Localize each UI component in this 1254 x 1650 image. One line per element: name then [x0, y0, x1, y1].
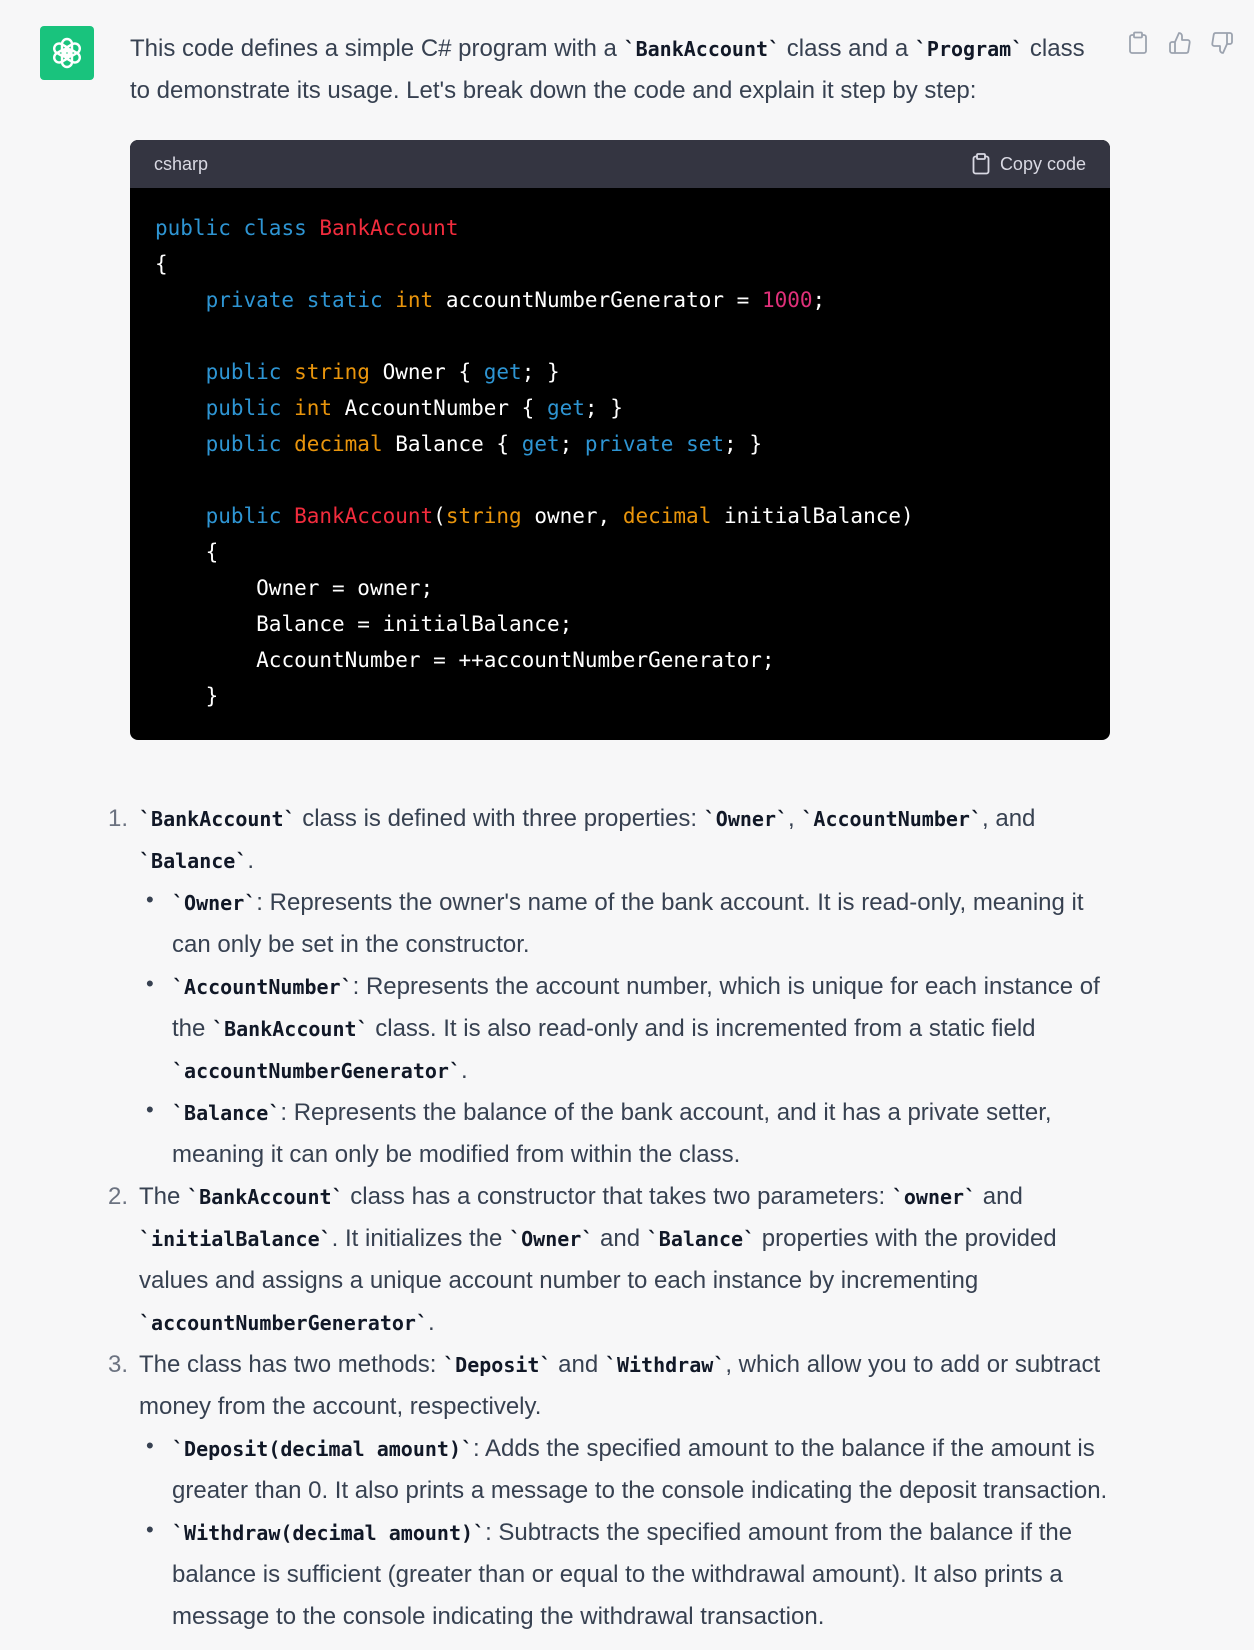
sub-list-item [130, 966, 1110, 1092]
inline-code: `BankAccount` [139, 807, 296, 831]
list-number: 1. [107, 805, 128, 832]
code-token: Owner { [369, 360, 484, 384]
copy-code-button[interactable] [972, 153, 1086, 175]
intro-text: This code defines a simple C# program with a [130, 35, 624, 62]
code-token: get [546, 396, 585, 420]
inline-code: `Withdraw(decimal amount)` [172, 1521, 486, 1545]
code-block-header [130, 140, 1110, 188]
copy-code-label: Copy code [999, 153, 1086, 174]
inline-code: `Owner` [703, 807, 789, 831]
inline-code: `Withdraw` [604, 1353, 726, 1377]
inline-code: `Deposit(decimal amount)` [172, 1437, 474, 1461]
code-token: BankAccount [294, 504, 434, 528]
code-block [130, 140, 1110, 740]
message-actions [1126, 30, 1234, 56]
openai-logo-icon [50, 36, 84, 70]
clipboard-icon [972, 153, 990, 175]
code-line [155, 534, 1085, 570]
inline-code: `Balance` [139, 849, 248, 873]
bullet: • [146, 1517, 154, 1542]
bullet: • [146, 887, 154, 912]
code-token: string [445, 504, 522, 528]
code-token: { [205, 540, 219, 564]
inline-code: `owner` [891, 1185, 977, 1209]
list-number: 3. [107, 1351, 128, 1378]
sub-list-item [130, 882, 1110, 966]
bullet: • [146, 1097, 154, 1122]
list-text: and [976, 1183, 1023, 1210]
code-token: private [205, 288, 295, 312]
list-number: 2. [107, 1183, 128, 1210]
code-token: int [294, 396, 333, 420]
sub-list-item [130, 1092, 1110, 1176]
thumbs-down-icon [1210, 31, 1234, 55]
list-text: properties with the provided values and assigns a unique account number to each instance by incrementing [139, 1225, 1057, 1294]
list-text: : Represents the account number, which is unique for each instance of the [172, 973, 1100, 1042]
code-token: Balance { [382, 432, 522, 456]
code-token: AccountNumber = ++accountNumberGenerator; [256, 648, 775, 672]
code-token: string [294, 360, 370, 384]
inline-code: `Program` [914, 37, 1024, 61]
list-text: and [593, 1225, 647, 1252]
code-token: public [205, 432, 282, 456]
thumbs-up-icon [1168, 31, 1192, 55]
code-line [155, 642, 1085, 678]
inline-code: `Owner` [509, 1227, 594, 1251]
inline-code: `Owner` [172, 891, 257, 915]
code-token: accountNumberGenerator = [433, 288, 762, 312]
assistant-message [107, 28, 1110, 1638]
list-text: class has a constructor that takes two parameters: [343, 1183, 892, 1210]
list-item [107, 1344, 1110, 1428]
code-token: ; [812, 288, 826, 312]
inline-code: `BankAccount` [623, 37, 781, 61]
code-token: decimal [622, 504, 712, 528]
list-item [107, 1176, 1110, 1344]
list-text: class. It is also read-only and is incremented from a static field [368, 1015, 1036, 1042]
inline-code: `Balance` [646, 1227, 756, 1251]
inline-code: `BankAccount` [212, 1017, 369, 1041]
code-line [155, 282, 1085, 318]
list-text: , and [982, 805, 1036, 832]
code-line [155, 678, 1085, 714]
list-text: . [247, 847, 255, 874]
code-token: BankAccount [319, 216, 459, 240]
code-line [155, 498, 1085, 534]
inline-code: `accountNumberGenerator` [172, 1059, 461, 1083]
code-token: { [155, 252, 168, 276]
code-token: ; } [584, 396, 623, 420]
code-token: decimal [294, 432, 383, 456]
code-token: AccountNumber { [332, 396, 547, 420]
code-content [130, 188, 1110, 740]
code-token: int [395, 288, 434, 312]
inline-code: `Deposit` [443, 1353, 552, 1377]
list-text: , [788, 805, 802, 832]
code-line [155, 606, 1085, 642]
code-line-blank [155, 462, 1085, 498]
inline-code: `initialBalance` [139, 1227, 332, 1251]
list-text: : Subtracts the specified amount from the balance if the balance is sufficient (greater than or equal to the withdrawal amount). It also prints a message to the console indicating the withdrawal transaction. [172, 1519, 1073, 1630]
list-text: class is defined with three properties: [295, 805, 704, 832]
assistant-avatar [40, 26, 94, 80]
code-token: ; [559, 432, 585, 456]
code-token: public [205, 360, 282, 384]
list-text: The [139, 1183, 188, 1210]
code-token: get [521, 432, 560, 456]
inline-code: `AccountNumber` [172, 975, 353, 999]
code-token: set [686, 432, 725, 456]
code-token: public [205, 504, 282, 528]
copy-message-button[interactable] [1126, 30, 1150, 56]
list-text: : Represents the owner's name of the bank account. It is read-only, meaning it can only be set in the constructor. [172, 889, 1084, 958]
code-token: initialBalance) [711, 504, 914, 528]
intro-text: class and a [780, 35, 915, 62]
code-token: owner, [521, 504, 623, 528]
code-token: } [205, 684, 219, 708]
thumbs-down-button[interactable] [1210, 30, 1234, 56]
code-token: Owner = owner; [256, 576, 434, 600]
code-token: ( [433, 504, 446, 528]
code-line-blank [155, 318, 1085, 354]
list-text: and [551, 1351, 605, 1378]
code-token: public [155, 216, 231, 240]
clipboard-icon [1128, 31, 1148, 55]
code-language-label: csharp [154, 153, 209, 174]
code-token: public [205, 396, 282, 420]
code-line [155, 246, 1085, 282]
code-token: Balance = initialBalance; [256, 612, 573, 636]
code-line [155, 570, 1085, 606]
code-line [155, 426, 1085, 462]
list-text: : Represents the balance of the bank account, and it has a private setter, meaning it can only be modified from within the class. [172, 1099, 1052, 1168]
intro-paragraph [130, 28, 1110, 112]
code-line [155, 210, 1085, 246]
code-token: private [584, 432, 674, 456]
code-token: get [483, 360, 522, 384]
intro-text: class to demonstrate its usage. Let's break down the code and explain it step by step: [130, 35, 1085, 104]
inline-code: `Balance` [172, 1101, 281, 1125]
list-text: The class has two methods: [139, 1351, 444, 1378]
inline-code: `accountNumberGenerator` [139, 1311, 428, 1335]
code-token: ; } [724, 432, 762, 456]
code-token: ; } [521, 360, 560, 384]
code-token: static [306, 288, 383, 312]
list-text: . It initializes the [331, 1225, 510, 1252]
explanation-list [107, 798, 1110, 1638]
list-item [107, 798, 1110, 882]
list-text: : Adds the specified amount to the balance if the amount is greater than 0. It also prints a message to the console indicating the deposit transaction. [172, 1435, 1108, 1504]
list-text: . [427, 1309, 435, 1336]
bullet: • [146, 1433, 154, 1458]
inline-code: `BankAccount` [187, 1185, 344, 1209]
code-token: 1000 [761, 288, 813, 312]
sub-list-item [130, 1428, 1110, 1512]
inline-code: `AccountNumber` [801, 807, 983, 831]
code-token: class [243, 216, 307, 240]
list-text: , which allow you to add or subtract money from the account, respectively. [139, 1351, 1101, 1420]
sub-list-item [130, 1512, 1110, 1638]
code-line [155, 354, 1085, 390]
thumbs-up-button[interactable] [1168, 30, 1192, 56]
list-text: . [460, 1057, 468, 1084]
bullet: • [146, 971, 154, 996]
code-line [155, 390, 1085, 426]
